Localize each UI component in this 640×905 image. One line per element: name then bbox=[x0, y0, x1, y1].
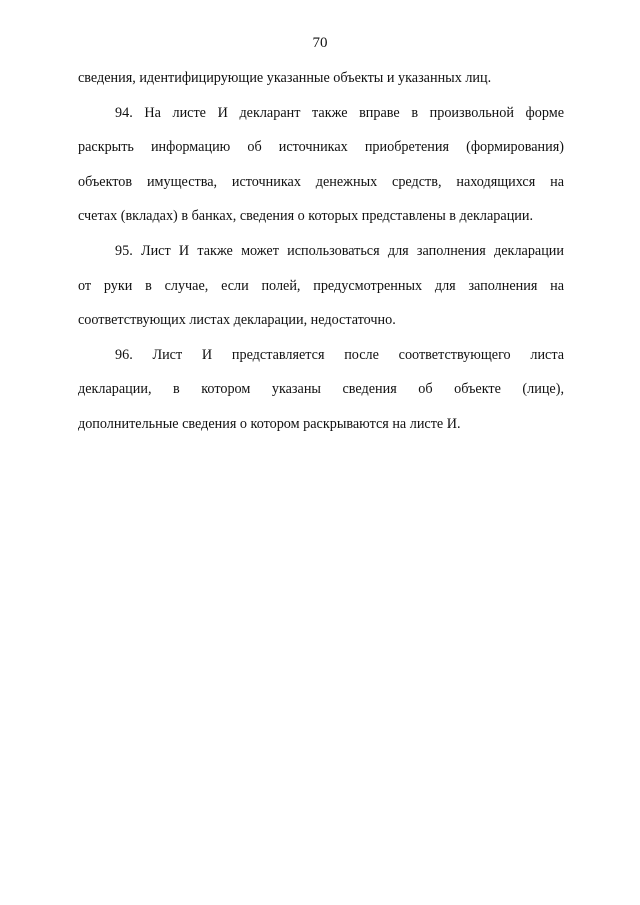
paragraph-94-line-3: объектов имущества, источниках денежных средств, находящихся на bbox=[78, 173, 564, 190]
page-number: 70 bbox=[312, 35, 328, 51]
paragraph-96-line-2: декларации, в котором указаны сведения об объекте (лице), bbox=[78, 381, 564, 398]
paragraph-94-line-2: раскрыть информацию об источниках приобретения (формирования) bbox=[78, 139, 564, 156]
text-line: сведения, идентифицирующие указанные объекты и указанных лиц. bbox=[78, 70, 492, 86]
paragraph-95-line-1: 95. Лист И также может использоваться для заполнения декларации bbox=[115, 242, 564, 259]
body-text bbox=[78, 66, 564, 447]
paragraph-95-line-2: от руки в случае, если полей, предусмотренных для заполнения на bbox=[78, 277, 564, 294]
paragraph-95-line-3: соответствующих листах декларации, недостаточно. bbox=[78, 312, 396, 329]
paragraph-96-line-1: 96. Лист И представляется после соответствующего листа bbox=[115, 346, 564, 363]
paragraph-94-line-4: счетах (вкладах) в банках, сведения о которых представлены в декларации. bbox=[78, 208, 534, 225]
paragraph-94-line-1: 94. На листе И декларант также вправе в произвольной форме bbox=[115, 104, 564, 121]
paragraph-96-line-3: дополнительные сведения о котором раскрываются на листе И. bbox=[78, 415, 461, 432]
